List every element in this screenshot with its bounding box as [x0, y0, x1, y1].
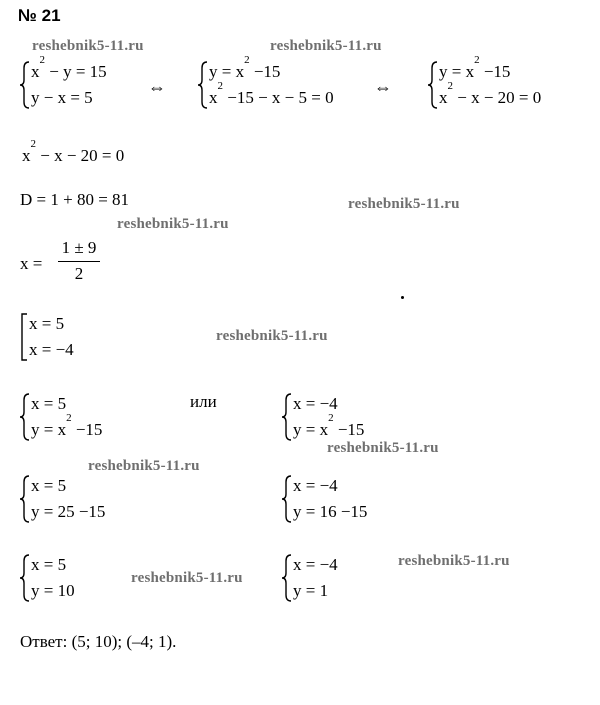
system-2-line-1: $y = x^2 -15$: [209, 54, 281, 81]
fraction-denominator: 2: [74, 264, 84, 283]
case-a-2-line-1: x = 5: [31, 476, 67, 495]
watermark: reshebnik5-11.ru: [348, 196, 460, 212]
case-a-3-line-1: x = 5: [31, 555, 67, 574]
case-b-3-line-2: y = 1: [293, 581, 329, 600]
root-formula-lhs: x =: [20, 254, 43, 273]
watermark: reshebnik5-11.ru: [131, 570, 243, 586]
case-a-2-line-2: y = 25 −15: [31, 502, 106, 521]
quadratic-equation: $x^2 - x - 20 = 0$: [22, 138, 125, 165]
system-1-line-1: $x^2 - y = 15$: [31, 54, 107, 81]
watermark: reshebnik5-11.ru: [398, 553, 510, 569]
case-b-2-line-2: y = 16 −15: [293, 502, 368, 521]
watermark: reshebnik5-11.ru: [216, 328, 328, 344]
case-b-3-line-1: x = −4: [293, 555, 338, 574]
roots-set: [20, 312, 120, 362]
brace-icon: [282, 553, 292, 603]
brace-icon: [20, 392, 30, 442]
brace-icon: [282, 392, 292, 442]
case-a-3-line-2: y = 10: [31, 581, 75, 600]
system-1: [20, 54, 150, 110]
system-3: [428, 54, 578, 110]
system-3-line-2: $x^2 - x - 20 = 0$: [439, 80, 542, 107]
stray-dot: [401, 296, 404, 299]
case-a-system-3: [20, 553, 120, 603]
system-1-line-2: y − x = 5: [31, 88, 93, 107]
brace-icon: [282, 474, 292, 524]
discriminant: D = 1 + 80 = 81: [20, 190, 130, 209]
watermark: reshebnik5-11.ru: [32, 38, 144, 54]
watermark: reshebnik5-11.ru: [327, 440, 439, 456]
case-a-system-2: [20, 474, 160, 524]
case-b-system-3: [282, 553, 382, 603]
brace-icon: [20, 474, 30, 524]
case-a-1-line-2: $y = x^2 -15$: [31, 412, 103, 439]
fraction-bar: [58, 261, 100, 262]
system-2-line-2: $x^2 -15 - x - 5 = 0$: [209, 80, 334, 107]
bracket-icon: [20, 312, 28, 362]
root-2: x = −4: [29, 340, 74, 359]
watermark: reshebnik5-11.ru: [270, 38, 382, 54]
watermark: reshebnik5-11.ru: [88, 458, 200, 474]
case-a-1-line-1: x = 5: [31, 394, 67, 413]
answer: Ответ: (5; 10); (–4; 1).: [20, 632, 177, 651]
case-a-system-1: [20, 392, 160, 442]
brace-icon: [198, 60, 208, 110]
case-b-2-line-1: x = −4: [293, 476, 338, 495]
equivalence-symbol: ⇔: [374, 77, 392, 97]
root-formula-fraction: [58, 238, 100, 284]
root-1: x = 5: [29, 314, 65, 333]
case-b-system-1: [282, 392, 422, 442]
problem-number: № 21: [18, 6, 61, 25]
watermark: reshebnik5-11.ru: [117, 216, 229, 232]
case-b-system-2: [282, 474, 422, 524]
brace-icon: [20, 60, 30, 110]
system-3-line-1: $y = x^2 -15$: [439, 54, 511, 81]
fraction-numerator: 1 ± 9: [61, 238, 97, 257]
equivalence-symbol: ⇔: [148, 77, 166, 97]
brace-icon: [20, 553, 30, 603]
case-b-1-line-2: $y = x^2 -15$: [293, 412, 365, 439]
brace-icon: [428, 60, 438, 110]
system-2: [198, 54, 358, 110]
case-b-1-line-1: x = −4: [293, 394, 338, 413]
or-word: или: [190, 392, 217, 411]
